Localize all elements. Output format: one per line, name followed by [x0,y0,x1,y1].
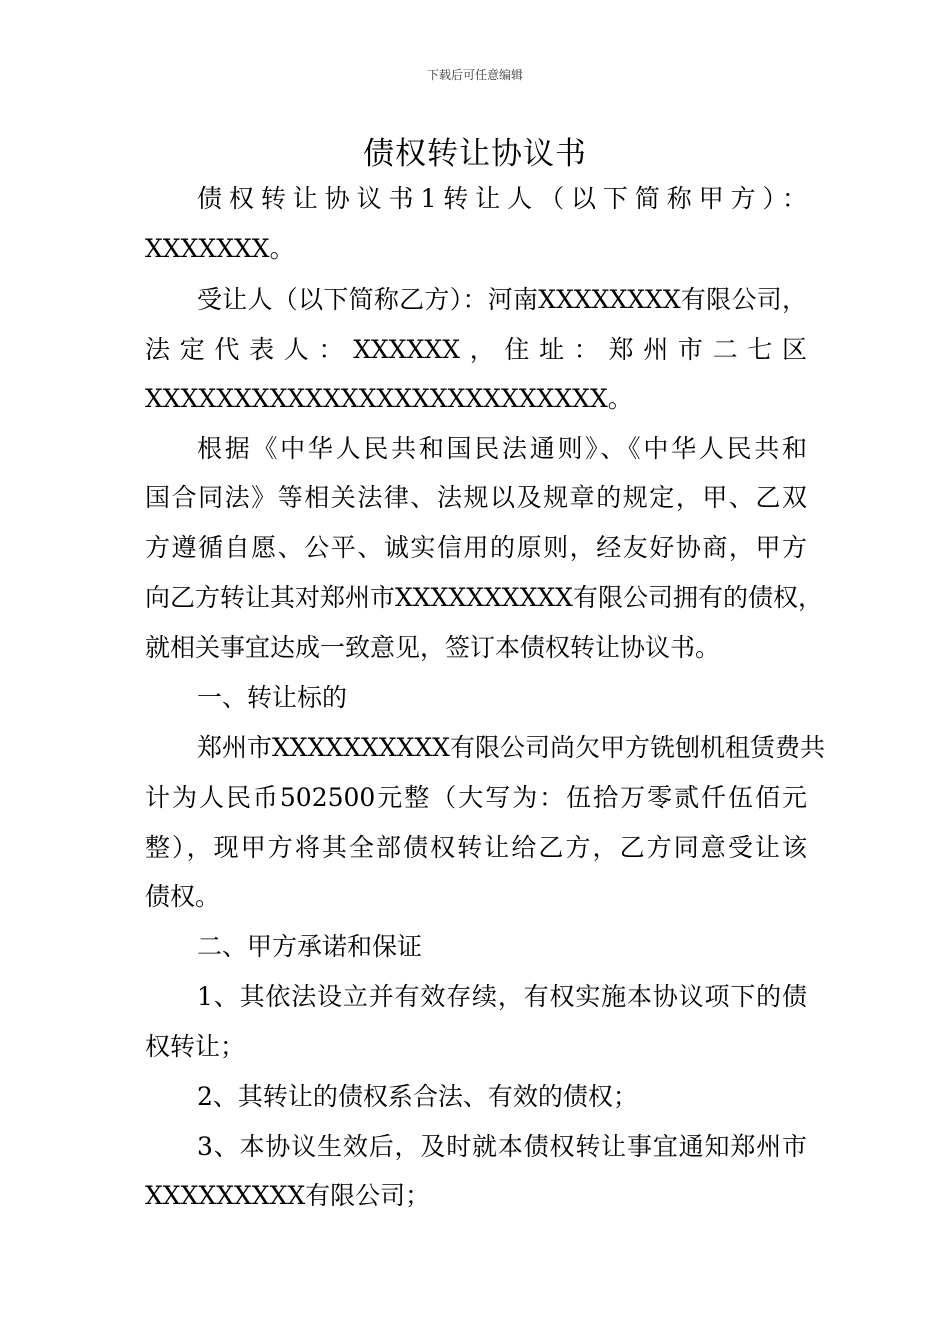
paragraph-line: XXXXXXXXX有限公司； [145,1181,431,1210]
paragraph-line: 就相关事宜达成一致意见，签订本债权转让协议书。 [145,633,721,662]
paragraph-line: 1、其依法设立并有效存续，有权实施本协议项下的债 [197,982,807,1011]
paragraph-line: 法定代表人：XXXXXX，住址：郑州市二七区 [145,335,807,364]
paragraph-line: 权转让； [145,1032,246,1061]
section-heading: 一、转让标的 [197,683,348,712]
paragraph-line: 债权。 [145,882,221,911]
paragraph-line: 计为人民币502500元整（大写为：伍拾万零贰仟伍佰元 [145,783,807,812]
document-title: 债权转让协议书 [363,136,587,172]
paragraph-line: 方遵循自愿、公平、诚实信用的原则，经友好协商，甲方 [145,533,807,562]
paragraph-line: 郑州市XXXXXXXXXX有限公司尚欠甲方铣刨机租赁费共 [197,733,825,762]
paragraph-line: XXXXXXX。 [145,234,295,263]
paragraph-line: 3、本协议生效后，及时就本债权转让事宜通知郑州市 [197,1132,807,1161]
paragraph-line: 受让人（以下简称乙方）：河南XXXXXXXX有限公司， [197,285,807,314]
section-heading: 二、甲方承诺和保证 [197,932,423,961]
paragraph-line: 根据《中华人民共和国民法通则》、《中华人民共和 [197,434,807,463]
paragraph-line: 国合同法》等相关法律、法规以及规章的规定，甲、乙双 [145,483,807,512]
paragraph-line: 整），现甲方将其全部债权转让给乙方，乙方同意受让该 [145,833,807,862]
paragraph-line: XXXXXXXXXXXXXXXXXXXXXXXXXX。 [145,384,633,413]
paragraph-line: 向乙方转让其对郑州市XXXXXXXXXX有限公司拥有的债权， [145,583,823,612]
paragraph-line: 债权转让协议书1转让人（以下简称甲方）： [197,184,807,213]
page-header-note: 下载后可任意编辑 [426,68,523,82]
paragraph-line: 2、其转让的债权系合法、有效的债权； [197,1082,638,1111]
